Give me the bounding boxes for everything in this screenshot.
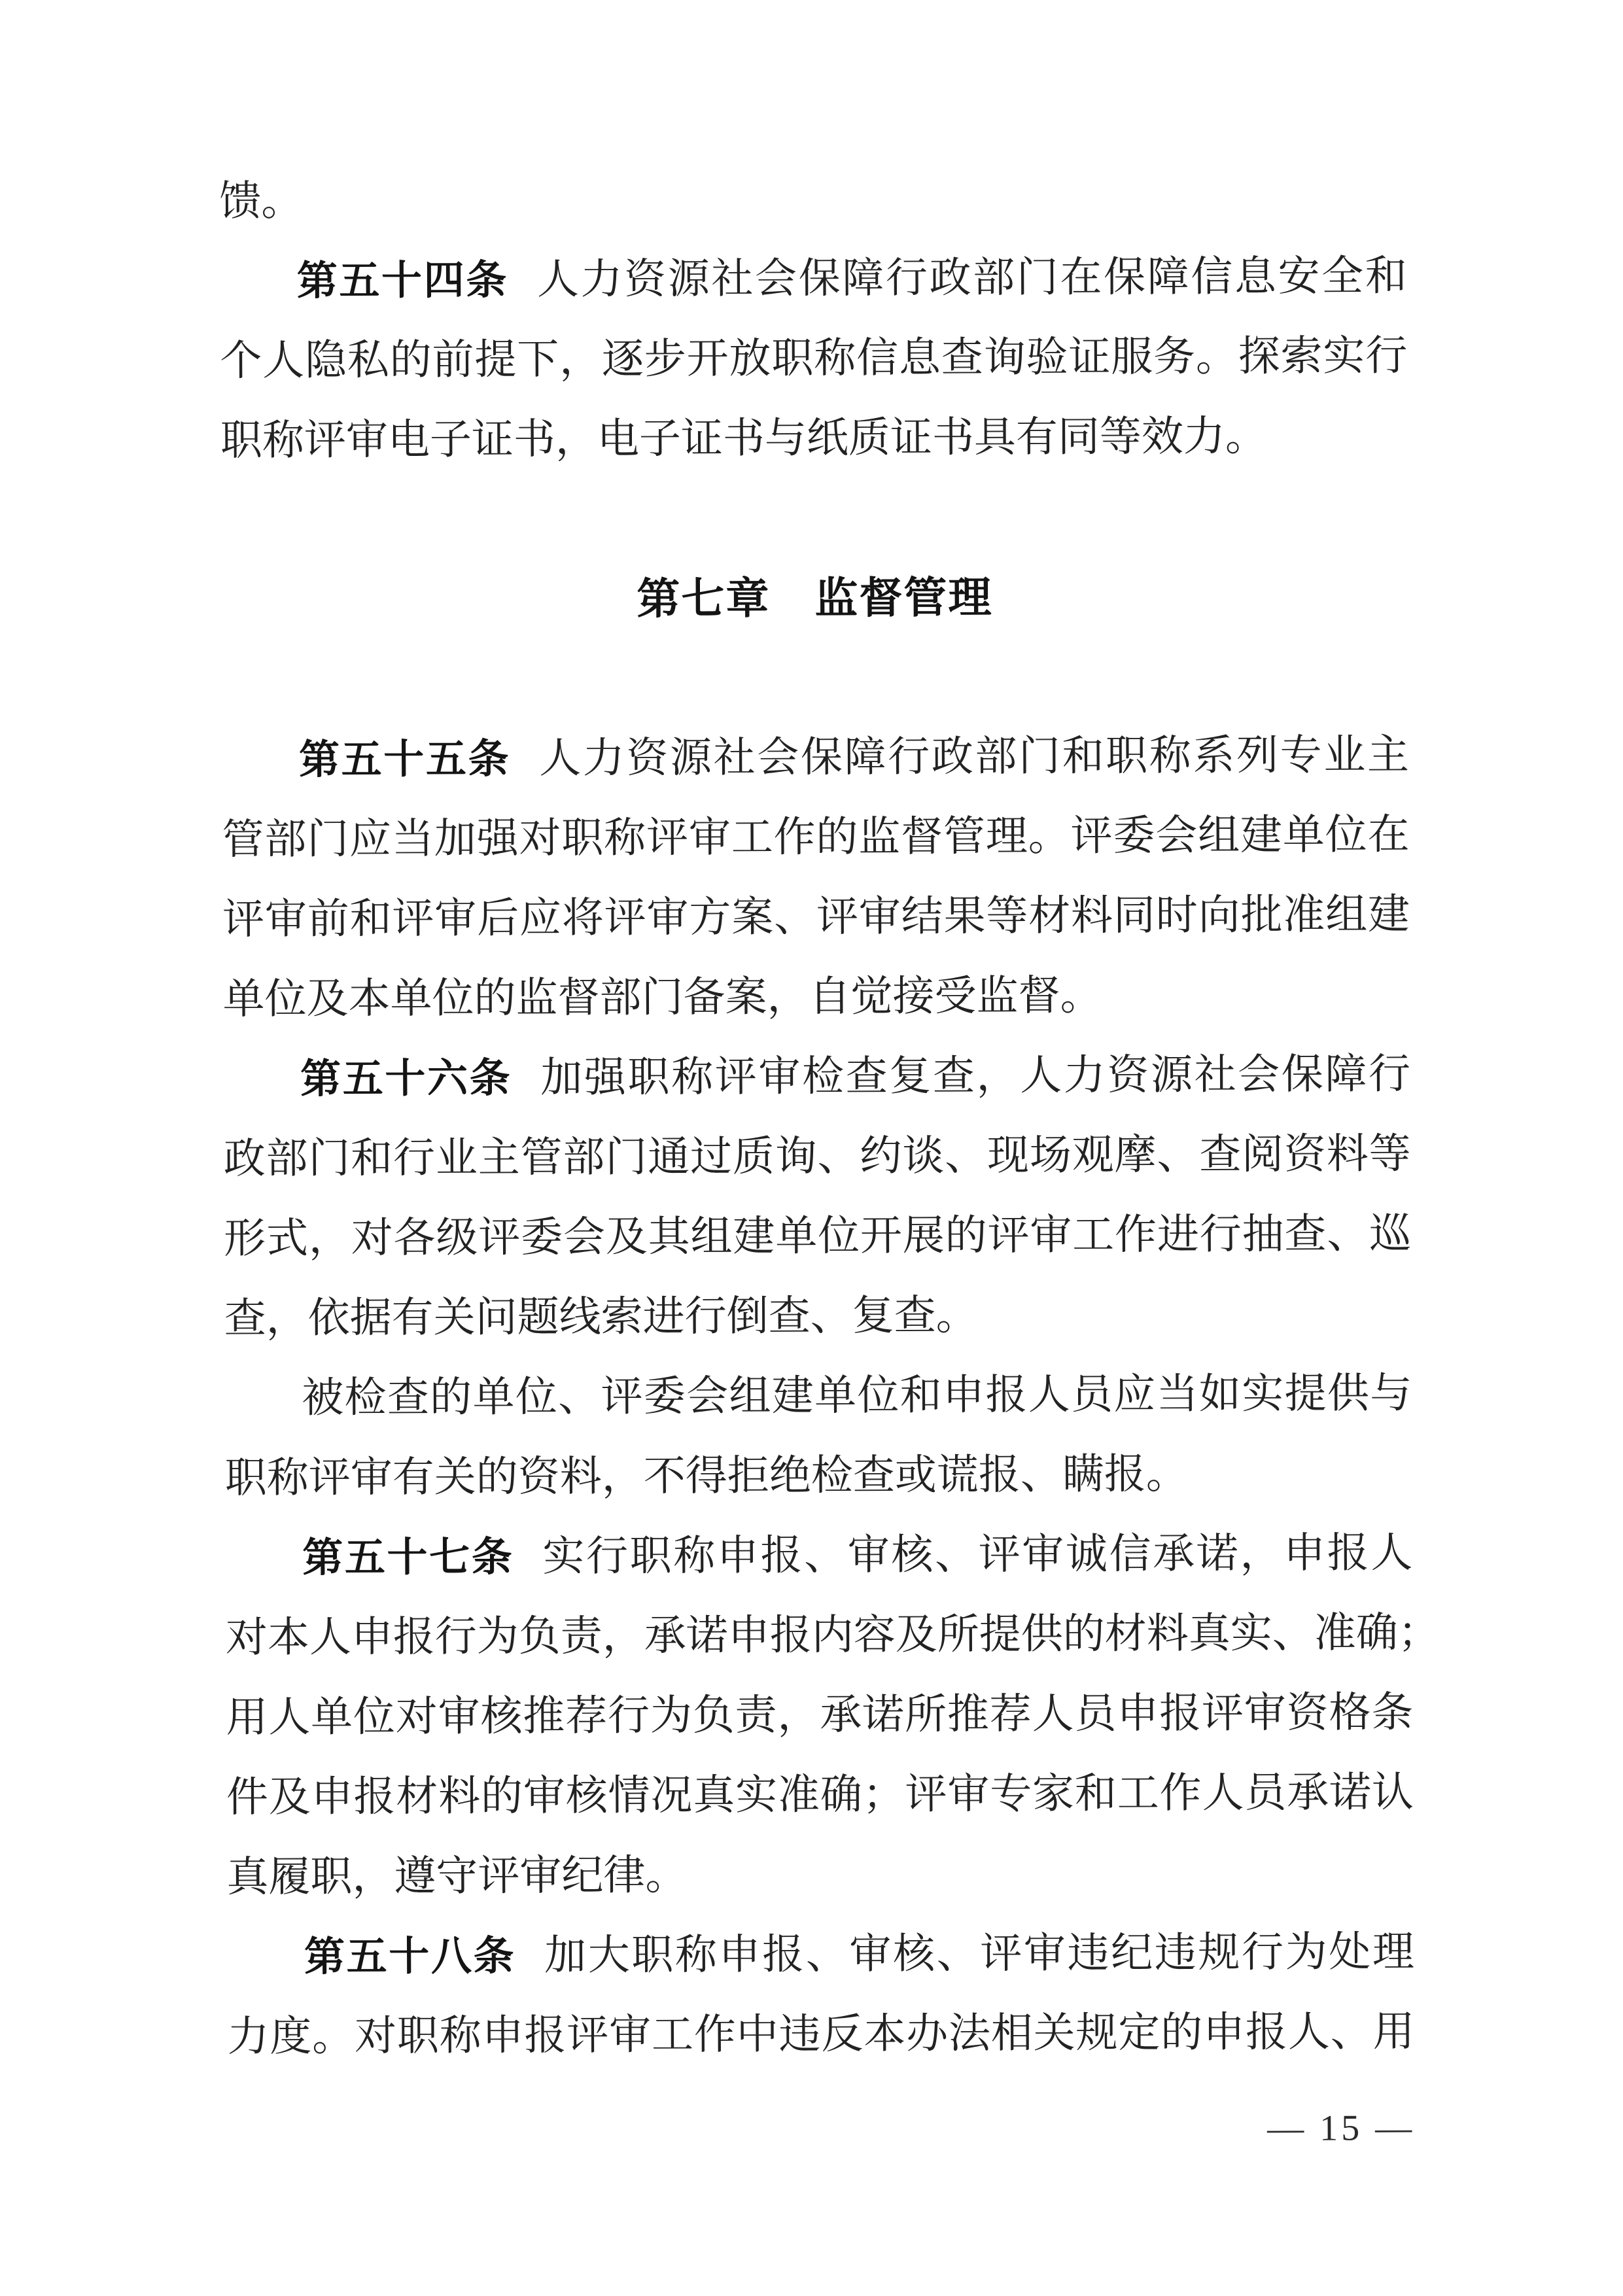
text-line: [222, 715, 1410, 800]
line-text: 形式，对各级评委会及其组建单位开展的评审工作进行抽查、巡: [224, 1210, 1412, 1262]
text-line: [222, 875, 1410, 960]
line-text: 管部门应当加强对职称评审工作的监督管理。评委会组建单位在: [222, 811, 1410, 863]
text-line: [227, 1992, 1415, 2077]
text-line: [224, 1194, 1412, 1279]
line-text: 人力资源社会保障行政部门在保障信息安全和: [536, 252, 1407, 303]
text-line: [225, 1593, 1440, 1678]
text-line: [224, 1274, 1412, 1359]
article-number-label: 第五十四条: [296, 258, 509, 304]
text-line: [220, 316, 1408, 401]
line-text: 馈。: [219, 177, 304, 224]
chapter-heading: 第七章 监督管理: [637, 572, 993, 623]
article-number-label: 第五十五条: [298, 737, 511, 783]
line-text: 个人隐私的前提下，逐步开放职称信息查询验证服务。探索实行: [220, 332, 1408, 384]
line-text: 真履职，遵守评审纪律。: [226, 1851, 688, 1900]
text-line: [220, 396, 1408, 481]
blank-line: [221, 635, 1409, 720]
text-line: [220, 236, 1408, 321]
text-line: [222, 795, 1410, 880]
text-line: [219, 156, 1407, 241]
line-text: 被检查的单位、评委会组建单位和申报人员应当如实提供与: [302, 1370, 1412, 1421]
text-line: [226, 1673, 1414, 1758]
line-text: 职称评审电子证书，电子证书与纸质证书具有同等效力。: [220, 413, 1268, 464]
text-line: [222, 954, 1410, 1039]
line-text: 政部门和行业主管部门通过质询、约谈、现场观摩、查阅资料等: [223, 1130, 1411, 1182]
line-text: 查，依据有关问题线索进行倒查、复查。: [224, 1291, 978, 1342]
article-number-label: 第五十六条: [300, 1056, 512, 1102]
line-text: 评审前和评审后应将评审方案、评审结果等材料同时向批准组建: [222, 891, 1410, 943]
page-number: — 15 —: [1267, 2108, 1416, 2149]
text-line: [223, 1114, 1411, 1199]
line-text: 加大职称申报、审核、评审违纪违规行为处理: [544, 1928, 1415, 1979]
line-text: 用人单位对审核推荐行为负责，承诺所推荐人员申报评审资格条: [226, 1689, 1414, 1741]
line-text: 对本人申报行为负责，承诺申报内容及所提供的材料真实、准确；: [225, 1609, 1440, 1661]
text-line: [227, 1912, 1415, 1997]
line-text: 单位及本单位的监督部门备案，自觉接受监督。: [222, 972, 1102, 1022]
text-line: [226, 1832, 1414, 1917]
text-line: [225, 1513, 1413, 1598]
text-line: [224, 1353, 1412, 1438]
line-text: 人力资源社会保障行政部门和职称系列专业主: [538, 731, 1410, 782]
line-text: 加强职称评审检查复查，人力资源社会保障行: [540, 1051, 1411, 1101]
page-body-text: [219, 156, 1440, 2173]
article-number-label: 第五十七条: [302, 1535, 514, 1581]
line-text: 实行职称申报、审核、评审诚信承诺，申报人: [542, 1529, 1413, 1580]
line-text: 职称评审有关的资料，不得拒绝检查或谎报、瞒报。: [224, 1450, 1188, 1501]
article-number-label: 第五十八条: [304, 1934, 516, 1980]
line-text: 力度。对职称申报评审工作中违反本办法相关规定的申报人、用: [227, 2008, 1415, 2060]
line-text: 件及申报材料的审核情况真实准确；评审专家和工作人员承诺认: [226, 1769, 1414, 1820]
text-line: [223, 1034, 1411, 1119]
blank-line: [220, 476, 1408, 561]
text-line: [226, 1752, 1414, 1837]
text-line: [225, 1433, 1413, 1518]
